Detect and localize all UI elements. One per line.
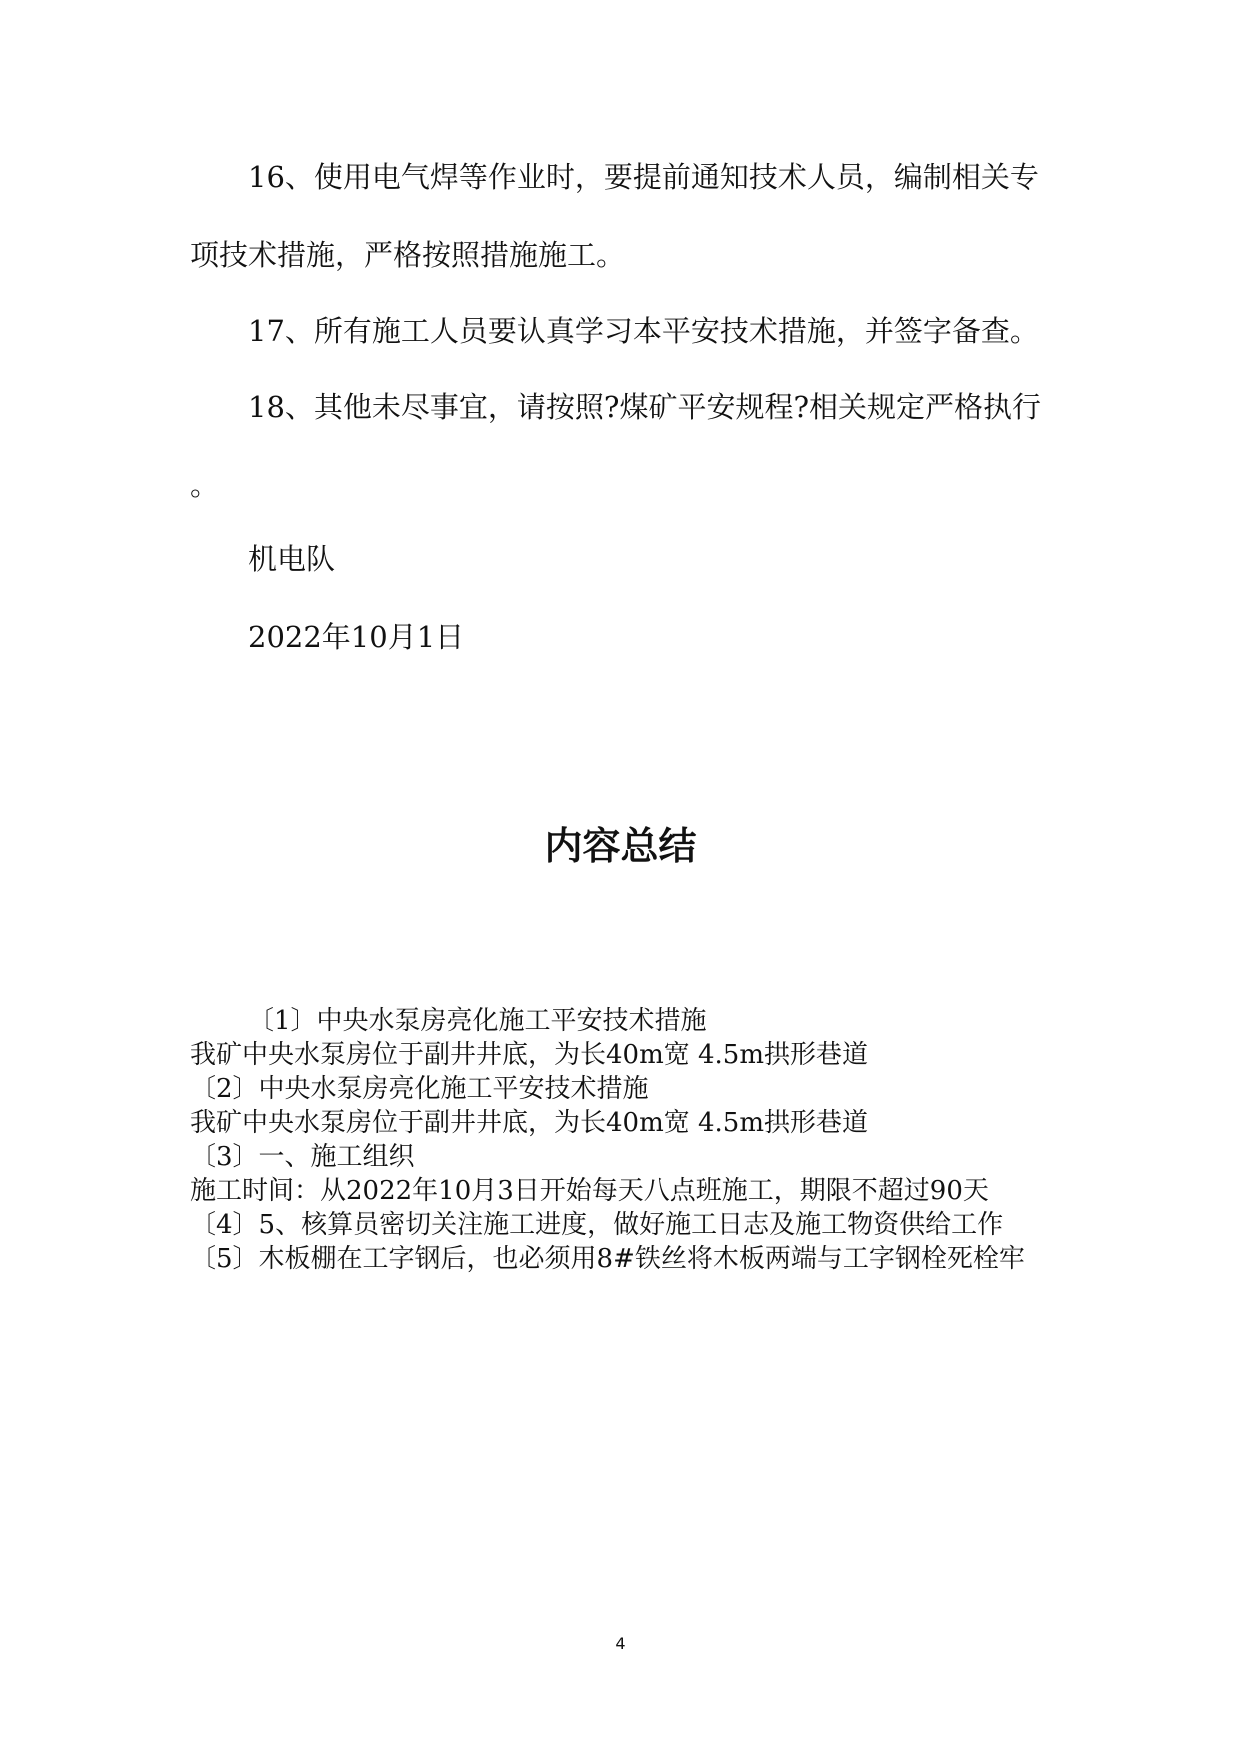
summary-line-2: 我矿中央水泵房位于副井井底，为长40m宽 4.5m拱形巷道 — [190, 1040, 869, 1070]
page-number: 4 — [615, 1634, 626, 1653]
paragraph-16-line-2: 项技术措施，严格按照措施施工。 — [190, 238, 626, 272]
summary-line-3: 〔2〕中央水泵房亮化施工平安技术措施 — [190, 1074, 649, 1104]
paragraph-18-line-1: 18、其他未尽事宜，请按照?煤矿平安规程?相关规定严格执行 — [248, 390, 1041, 424]
paragraph-17: 17、所有施工人员要认真学习本平安技术措施，并签字备查。 — [248, 314, 1039, 348]
paragraph-16-line-1: 16、使用电气焊等作业时，要提前通知技术人员，编制相关专 — [248, 160, 1039, 194]
summary-line-6: 施工时间：从2022年10月3日开始每天八点班施工，期限不超过90天 — [190, 1176, 989, 1206]
summary-line-5: 〔3〕一、施工组织 — [190, 1142, 415, 1172]
paragraph-18-line-2: 。 — [190, 468, 220, 502]
summary-line-1: 〔1〕中央水泵房亮化施工平安技术措施 — [248, 1006, 707, 1036]
signature-department: 机电队 — [248, 542, 336, 576]
summary-title: 内容总结 — [544, 824, 697, 868]
summary-line-7: 〔4〕5、核算员密切关注施工进度，做好施工日志及施工物资供给工作 — [190, 1210, 1004, 1240]
summary-line-8: 〔5〕木板棚在工字钢后，也必须用8#铁丝将木板两端与工字钢栓死栓牢 — [190, 1244, 1025, 1274]
summary-line-4: 我矿中央水泵房位于副井井底，为长40m宽 4.5m拱形巷道 — [190, 1108, 869, 1138]
signature-date: 2022年10月1日 — [248, 620, 465, 654]
